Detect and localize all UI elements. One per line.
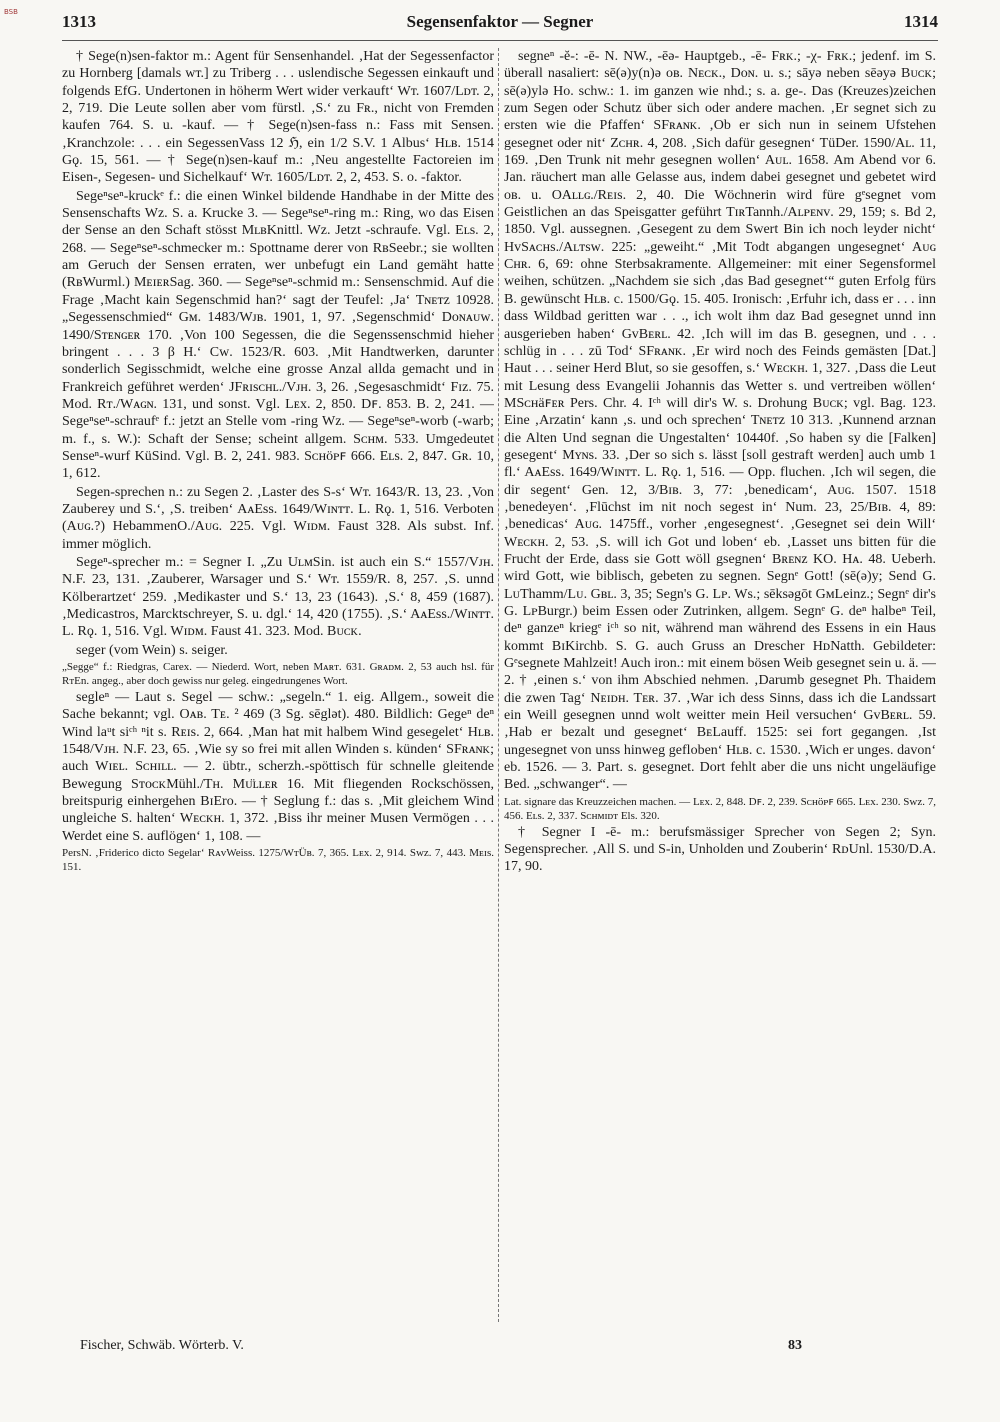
- entry-segensenfaktor: † Sege(n)sen-faktor m.: Agent für Sensenhandel. ‚Hat der Segessenfactor zu Hornberg [damals wт.] zu Triberg . . . uslendische Segessen einkauft und folgends EfG. Undertonen in höherm Wert wider verkauft‘ Wт. 1607/Lᴅт. 2, 2, 719. Die Leute sollen aber vom fürstl. ‚S.‘ zu Fʀ., nicht von Fremden kaufen 764. S. u. -kauf. — † Sege(n)sen-fass n.: Fass mit Sensen. ‚Kranchzole: . . . ein SegessenVass 12 ℌ, ein 1/2 S.V. 1 Albus‘ Hʟʙ. 1514 Gǫ. 15, 561. — † Sege(n)sen-kauf m.: ‚Neu angestellte Factoreien im Eisen-, Segesen- und Sichelkauf‘ Wт. 1605/Lᴅт. 2, 2, 453. S. o. -faktor.: [62, 49, 494, 186]
- library-stamp: BSB: [4, 8, 18, 16]
- left-column: [62, 48, 494, 1322]
- page-header: [62, 12, 938, 36]
- page-number-left: 1313: [62, 12, 96, 31]
- entry-segensprechen: Segen-sprechen n.: zu Segen 2. ‚Laster des S-s‘ Wт. 1643/R. 13, 23. ‚Von Zauberey und S.‘, ‚S. treiben‘ AᴀEss. 1649/Wɪɴᴛᴛ. L. Rǫ. 1, 516. Verboten (Aᴜɢ.?) HebammenO./Aᴜɢ. 225. Vgl. Wɪᴅᴍ. Faust 328. Als subst. Inf. immer möglich.: [62, 484, 494, 552]
- page-footer: [62, 1338, 938, 1358]
- entry-segeln: segleⁿ — Laut s. Segel — schw.: „segeln.“ 1. eig. Allgem., soweit die Sache bekannt; vgl. Oᴀʙ. Tᴇ. ² 469 (3 Sg. sēglət). 480. Bildlich: Gegeⁿ deⁿ Wind laᵘt siᶜʰ ⁿit s. Rᴇɪs. 2, 664. ‚Man hat mit halbem Wind gesegelet‘ Hʟʙ. 1548/Vᴊʜ. N.F. 23, 65. ‚Wie sy so frei mit allen Winden s. künden‘ SFʀᴀɴᴋ; auch Wɪᴇʟ. Sᴄʜɪʟʟ. — 2. übtr., scherzh.-spöttisch für schnelle gleitende Bewegung SᴛᴏᴄᴋMühl./Tʜ. Mᴜ̈ʟʟᴇʀ 16. Mit fliegenden Rockschössen, breitspurig einhergehen BɪEro. — † Seglung f.: das s. ‚Mit gleichem Wind ungleiche S. halten‘ Wᴇᴄᴋʜ. 1, 372. ‚Biss ihr meiner Musen Vermögen . . . Werdet eine S. auflögen‘ 1, 108. —: [62, 690, 494, 844]
- note-segnen: Lat. signare das Kreuzzeichen machen. — Lᴇx. 2, 848. Dꜰ. 2, 239. Sᴄʜöᴘꜰ 665. Lᴇx. 230. Sᴡᴢ. 7, 456. Eʟs. 2, 337. Sᴄʜᴍɪᴅᴛ Els. 320.: [504, 795, 936, 822]
- page-number-right: 1314: [904, 12, 938, 31]
- entry-segge: „Segge“ f.: Riedgras, Carex. — Niederd. Wort, neben Mᴀʀᴛ. 631. Gʀᴀᴅᴍ. 2, 53 auch hsl. für RᴛEn. angeg., aber doch gewiss nur geleg. eingedrungenes Wort.: [62, 661, 494, 688]
- column-divider: [498, 48, 499, 1322]
- note-segeln: PersN. ‚Friderico dicto Segelar‘ RᴀᴠWeiss. 1275/WᴛÜʙ. 7, 365. Lᴇx. 2, 914. Sᴡᴢ. 7, 443. Mᴇɪs. 151.: [62, 847, 494, 874]
- entry-seger: seger (vom Wein) s. seiger.: [76, 642, 228, 658]
- entry-segensenkrucke: Segeⁿseⁿ-kruckᵉ f.: die einen Winkel bildende Handhabe in der Mitte des Sensenschafts Wz. S. a. Krucke 3. — Segeⁿseⁿ-ring m.: Ring, wo das Eisen der Sense an den Schaft stösst MʟʙKnittl. Wz. Jetzt -schraufe. Vgl. Eʟs. 2, 268. — Segeⁿseⁿ-schmecker m.: Spottname derer von RʙSeebr.; sie wollten am Geruch der Sensen erraten, wer unbefugt ein Land gemäht hatte (RʙWurml.) MᴇɪᴇʀSag. 360. — Segeⁿseⁿ-schmid m.: Sensenschmid. Auf die Frage ‚Macht kain Segenschmid han?‘ sagt der Teufel: ‚Ja‘ Tɴᴇᴛᴢ 10928. „Segessenschmied“ Gᴍ. 1483/Wᴊʙ. 1901, 1, 97. ‚Segenschmid‘ Dᴏɴᴀᴜᴡ. 1490/Sᴛᴇɴɢᴇʀ 170. ‚Von 100 Segessen, die die Segenssenschmid hieher bringent . . . 3 β H.‘ Cᴡ. 1523/R. 603. ‚Mit Handtwerken, darunter sonderlich Segisschmidt, welche eine grosse Anzal allda gemacht und in Frankreich geführet werden‘ JFʀɪsᴄʜʟ./Vᴊʜ. 3, 26. ‚Segesaschmidt‘ Fɪᴢ. 75. Mod. Rᴛ./Wᴀɢɴ. 131, und sonst. Vgl. Lᴇx. 2, 850. Dꜰ. 853. B. 2, 241. — Segeⁿseⁿ-schraufᵉ f.: jetzt an Stelle vom -ring Wz. — Segeⁿseⁿ-worb (-warb; m. f., s. W.): Schaft der Sense; scheint allgem. Sᴄʜᴍ. 533. Umgedeutet Senseⁿ-wurf KüSind. Vgl. B. 2, 241. 983. Sᴄʜöᴘꜰ 666. Eʟs. 2, 847. Gʀ. 10, 1, 612.: [62, 188, 494, 482]
- entry-segensprecher: Segeⁿ-sprecher m.: = Segner I. „Zu UʟᴍSin. ist auch ein S.“ 1557/Vᴊʜ. N.F. 23, 131. ‚Zauberer, Warsager und S.‘ Wт. 1559/R. 8, 257. ‚S. unnd Kölberartzet‘ 259. ‚Medikaster und S.‘ 13, 23 (1643). ‚S.‘ 8, 459 (1687). ‚Medicastros, Marcktschreyer, S. u. dgl.‘ 14, 420 (1755). ‚S.‘ AᴀEss./Wɪɴᴛᴛ. L. Rǫ. 1, 516. Vgl. Wɪᴅᴍ. Faust 41. 323. Mod. Bᴜᴄᴋ.: [62, 554, 494, 640]
- publisher-line: Fischer, Schwäb. Wörterb. V.: [80, 1338, 244, 1353]
- header-rule: [62, 40, 938, 41]
- sheet-signature: 83: [788, 1338, 802, 1353]
- running-title: Segensenfaktor — Segner: [406, 12, 594, 31]
- right-column: [504, 48, 936, 1322]
- entry-segnen: segneⁿ -ĕ-: -ē- N. NW., -ēə- Hauptgeb., -ē- Fʀᴋ.; -χ- Fʀᴋ.; jedenf. im S. überall nasaliert: sē(ə)y(n)ə oʙ. Nᴇᴄᴋ., Dᴏɴ. u. s.; sāyə neben sēəyə Bᴜᴄᴋ; sē(ə)ylə Ho. schw.: 1. im ganzen wie nhd.; s. a. ge-. Das (Kreuzes)zeichen zum Segen oder Schutz über sich oder andere machen. ‚Er segnet sich zu ersten wie die Pfaffen‘ SFʀᴀɴᴋ. ‚Ob er sich nun in seinem Ufstehen gesegnet oder nit‘ Zᴄʜʀ. 4, 208. ‚Sich dafür gesegnen‘ TüDer. 1590/Aʟ. 11, 169. ‚Den Trunk nit mehr gesegnen wollen‘ Aᴜʟ. 1658. Am Abend vor 6. Jan. räuchert man alle Gelasse aus, indem dabei gesegnet und gebetet wird oʙ. u. OAʟʟɢ./Rᴇɪs. 2, 40. Die Wöchnerin wird füre gᵉsegnet vom Geistlichen an das Speisgatter geführt TɪʀTannh./Aʟᴘᴇɴᴠ. 29, 159; s. Bd 2, 1850. Vgl. aussegnen. ‚Gesegent zu dem Swert Bin ich noch leyder nicht‘ HᴠSᴀᴄʜs./Aʟᴛsᴡ. 225: „geweiht.“ ‚Mit Todt abgangen ungesegnet‘ Aᴜɢ Cʜʀ. 6, 69: ohne Sterbsakramente. Allgemeiner: mit einer Segensformel weihen, schützen. „Nachdem sie sich ‚das Bad gesegnet‘“ guten Erfolg fürs B. gewünscht Hʟʙ. c. 1500/Gǫ. 15. 405. Ironisch: ‚Erfuhr ich, dass er . . . inn dass Wildbad geritten war . . ., ich wolt ihm daz Bad gesegnet unnd inn ausgerieben haben‘ GᴠBᴇʀʟ. 42. ‚Ich will im das B. gesegnen, und . . . schlüg in . . . zū Tod‘ SFʀᴀɴᴋ. ‚Er wird noch des Feinds gemästen [Dat.] Haut . . . seiner Herd Blut, so sie gesoffen, s.‘ Wᴇᴄᴋʜ. 1, 327. ‚Dass die Leut mit Lesung dess Evangelii Johannis das Wetter s. und vertreiben wöllen‘ MSᴄʜäꜰᴇʀ Pers. Chr. 4. Iᶜʰ will dir's W. s. Drohung Bᴜᴄᴋ; vgl. Bag. 123. Eine ‚Arzatin‘ kann ‚s. und och sprechen‘ Tɴᴇᴛᴢ 10 313. ‚Kunnend arznan die Alten Und segnan die Ungestalten‘ 10440f. ‚So haben sy die [Falken] gesegent‘ Mʏɴs. 33. ‚Der so sich s. lässt [soll gestraft werden] auch umb 1 fl.‘ AᴀEss. 1649/Wɪɴᴛᴛ. L. Rǫ. 1, 516. — Opp. fluchen. ‚Ich wil segen, die dir segent‘ Gen. 12, 3/Bɪʙ. 3, 77: ‚benedicam‘, Aᴜɢ. 1507. 1518 ‚benedeyen‘. ‚Flūchst im nit noch segest in‘ Num. 23, 25/Bɪʙ. 4, 89: ‚benedicas‘ Aᴜɢ. 1475ff., vorher ‚engesegnest‘. ‚Gesegnet sei dein Will‘ Wᴇᴄᴋʜ. 2, 53. ‚S. will ich Got und loben‘ eb. ‚Lasset uns bitten für die Frucht der Erde, dass sie Gott wöll gsegnen‘ Bʀᴇɴᴢ KO. Hᴀ. 48. Ueberh. wird Gott, wie biblisch, gebeten zu segnen. Segnᵉ Gott! (sē(ə)y; Send G. LᴜThamm/Lᴜ. Gʙʟ. 3, 35; Segn's G. Lᴘ. Ws.; sēksəgōt GᴍLeinz.; Segnᵉ dir's G. LᴘBurgr.) beim Essen oder Zutrinken, allgem. Segnᵉ G. deⁿ halbeⁿ Teil, deⁿ ganzeⁿ kriegᵉ iᶜʰ so nit, während man während des Essens in ein Haus kommt BɪKirchb. S. G. auch Gruss an Drescher HᴅNatth. Gebildeter: Gᵉsegnete Mahlzeit! Auch iron.: mit einem bösen Weib gesegnet sein u. ä. — 2. † ‚einen s.‘ von ihm Abschied nehmen. ‚Darumb gesegnet Ph. Thaidem die zwen Tag‘ Nᴇɪᴅʜ. Tᴇʀ. 37. ‚War ich dess Sinns, dass ich die Landssart ein Weill gesegnen unnd wolt weitter mein Heil versuchen‘ GᴠBᴇʀʟ. 59. ‚Hab er bezalt und gesegnet‘ BᴇLauff. 1525: sei fort gegangen. ‚Ist ungesegnet von unss hinweg gefloben‘ Hʟʙ. c. 1530. ‚Wich er unges. davon‘ eb. 1526. — 3. Part. s. gesegnet. Dort fehlt aber die uns nicht ungeläufige Bed. „schwanger“. —: [504, 49, 936, 793]
- entry-segner: † Segner I -ē- m.: berufsmässiger Sprecher von Segen 2; Syn. Segensprecher. ‚All S. und S-in, Unholden und Zouberin‘ RᴅUnl. 1530/D.A. 17, 90.: [504, 824, 936, 875]
